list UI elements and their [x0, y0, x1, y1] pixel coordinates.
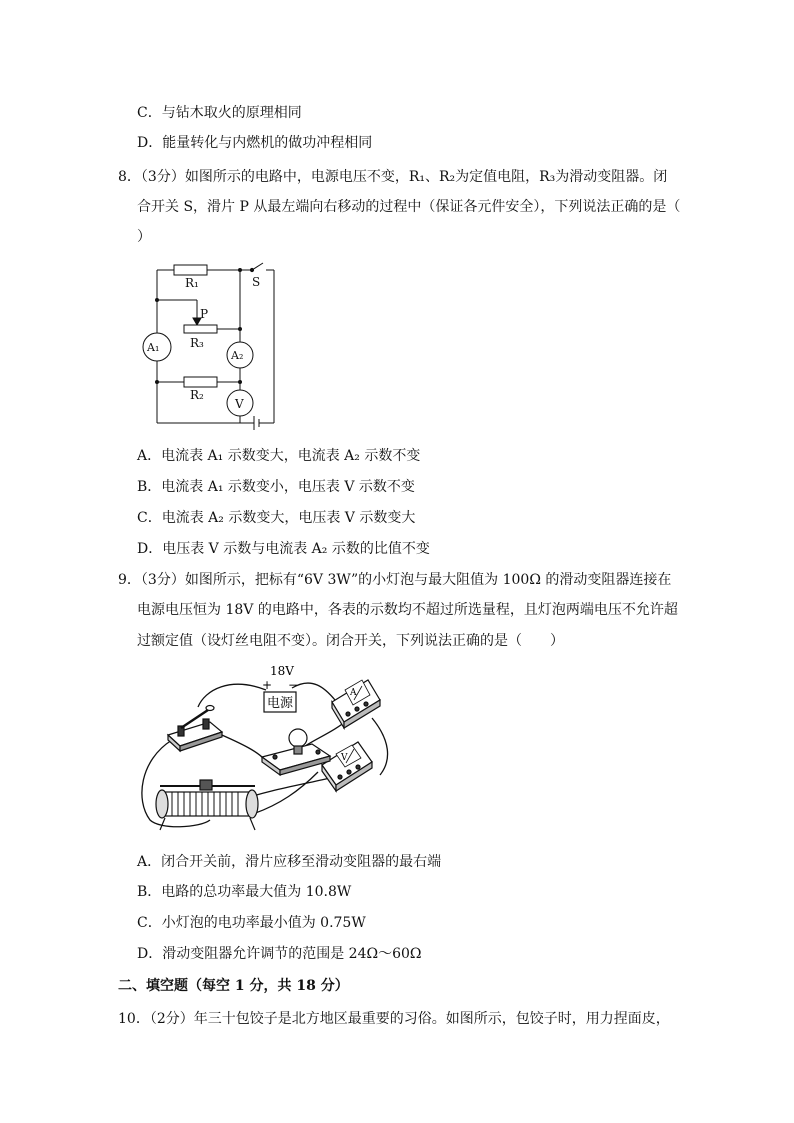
label-r3: R₃ [190, 336, 204, 350]
q9-option-b: B．电路的总功率最大值为 10.8W [137, 884, 352, 900]
voltage-label: 18V [270, 664, 294, 678]
q8-stem-line3: ） [137, 229, 151, 245]
q9-option-d: D．滑动变阻器允许调节的范围是 24Ω～60Ω [137, 946, 422, 962]
voltmeter-label: V [341, 753, 348, 763]
q7-option-c: C．与钻木取火的原理相同 [137, 105, 302, 121]
q10-stem-line1: 10．（2分）年三十包饺子是北方地区最重要的习俗。如图所示，包饺子时，用力捏面皮， [118, 1011, 670, 1027]
q7-option-d: D．能量转化与内燃机的做功冲程相同 [137, 135, 373, 151]
ammeter-label: A [350, 688, 357, 698]
q9-stem-line3: 过额定值（设灯丝电阻不变）。闭合开关，下列说法正确的是（ ） [137, 633, 564, 649]
q8-option-d: D．电压表 V 示数与电流表 A₂ 示数的比值不变 [137, 541, 430, 557]
section-title: 二、填空题（每空 1 分，共 18 分） [118, 978, 349, 994]
light-bulb [262, 729, 330, 775]
q9-stem-line1: 9．（3分）如图所示，把标有“6V 3W”的小灯泡与最大阻值为 100Ω 的滑动变阻器连接在 [118, 572, 672, 588]
label-s: S [252, 275, 261, 289]
label-v: V [235, 397, 244, 411]
power-source-label: 电源 [266, 696, 294, 711]
q8-option-c: C．电流表 A₂ 示数变大，电压表 V 示数变大 [137, 510, 416, 526]
voltmeter-device [322, 742, 372, 791]
minus-sign: − [288, 678, 299, 692]
label-p: P [200, 307, 209, 321]
q9-stem-line2: 电源电压恒为 18V 的电路中，各表的示数均不超过所选量程，且灯泡两端电压不允许超 [137, 602, 678, 618]
q8-option-b: B．电流表 A₁ 示数变小，电压表 V 示数不变 [137, 479, 415, 495]
label-r1: R₁ [185, 276, 199, 290]
q9-option-a: A．闭合开关前，滑片应移至滑动变阻器的最右端 [137, 854, 442, 870]
q9-option-c: C．小灯泡的电功率最小值为 0.75W [137, 915, 366, 931]
label-a1: A₁ [147, 341, 160, 354]
plus-sign: + [262, 678, 273, 692]
q8-stem-line2: 合开关 S，滑片 P 从最左端向右移动的过程中（保证各元件安全），下列说法正确的是（ [137, 199, 681, 215]
q8-option-a: A．电流表 A₁ 示数变大，电流表 A₂ 示数不变 [137, 448, 421, 464]
label-r2: R₂ [190, 388, 204, 402]
q8-stem-line1: 8．（3分）如图所示的电路中，电源电压不变，R₁、R₂为定值电阻，R₃为滑动变阻器。闭 [118, 169, 668, 185]
label-a2: A₂ [231, 349, 244, 362]
knife-switch [168, 706, 222, 752]
